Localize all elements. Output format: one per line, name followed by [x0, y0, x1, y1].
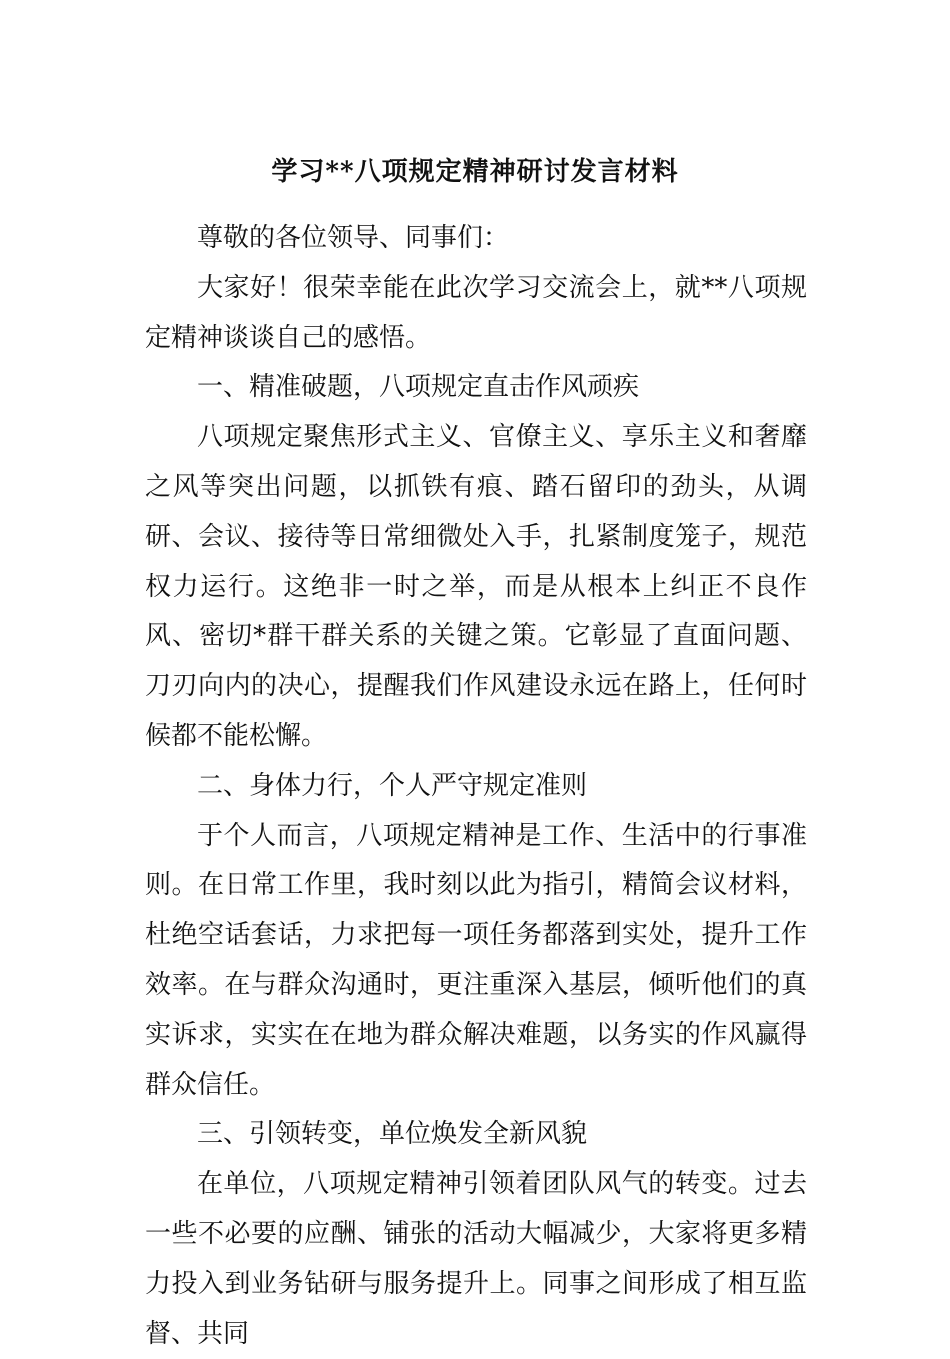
- paragraph-section-1: 八项规定聚焦形式主义、官僚主义、享乐主义和奢靡之风等突出问题，以抓铁有痕、踏石留印的劲头，从调研、会议、接待等日常细微处入手，扎紧制度笼子，规范权力运行。这绝非一时之举，而是从根本上纠正不良作风、密切*群干群关系的关键之策。它彰显了直面问题、刀刃向内的决心，提醒我们作风建设永远在路上，任何时候都不能松懈。: [145, 422, 807, 751]
- paragraph-section-3: 在单位，八项规定精神引领着团队风气的转变。过去一些不必要的应酬、铺张的活动大幅减少，大家将更多精力投入到业务钻研与服务提升上。同事之间形成了相互监督、共同: [145, 1169, 807, 1349]
- section-heading-3: 三、引领转变，单位焕发全新风貌: [197, 1119, 588, 1150]
- salutation: 尊敬的各位领导、同事们：: [197, 223, 510, 253]
- document-title: 学习**八项规定精神研讨发言材料: [271, 157, 679, 187]
- paragraph-greeting: 大家好！很荣幸能在此次学习交流会上，就**八项规定精神谈谈自己的感悟。: [145, 272, 807, 353]
- document-body: [145, 214, 807, 1359]
- paragraph-section-2: 于个人而言，八项规定精神是工作、生活中的行事准则。在日常工作里，我时刻以此为指引，精简会议材料，杜绝空话套话，力求把每一项任务都落到实处，提升工作效率。在与群众沟通时，更注重深入基层，倾听他们的真实诉求，实实在在地为群众解决难题，以务实的作风赢得群众信任。: [145, 820, 807, 1100]
- section-heading-1: 一、精准破题，八项规定直击作风顽疾: [197, 372, 640, 403]
- section-heading-2: 二、身体力行，个人严守规定准则: [197, 770, 588, 801]
